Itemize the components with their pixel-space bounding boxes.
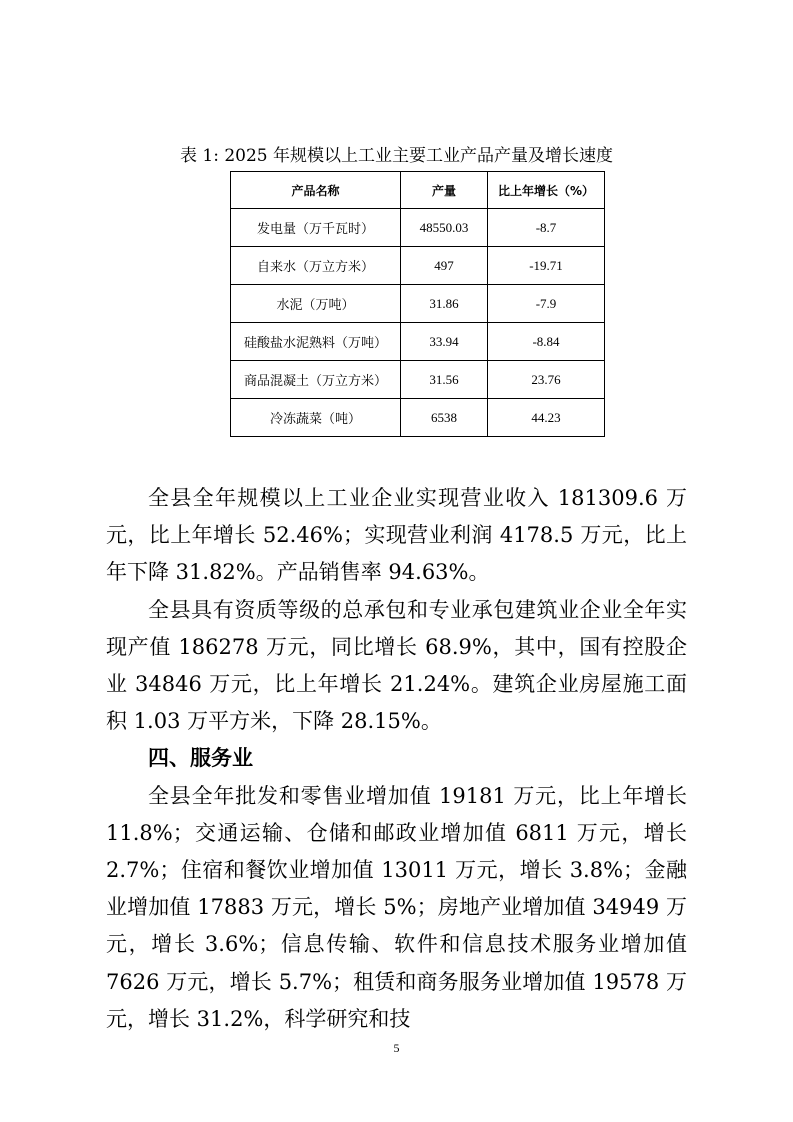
table-row xyxy=(231,361,605,399)
cell-product: 自来水（万立方米） xyxy=(231,247,401,285)
cell-output: 33.94 xyxy=(401,323,488,361)
paragraph-services: 全县全年批发和零售业增加值 19181 万元，比上年增长 11.8%；交通运输、仓储和邮政业增加值 6811 万元，增长 2.7%；住宿和餐饮业增加值 13011 万元，增长 3.8%；金融业增加值 17883 万元，增长 5%；房地产业增加值 34949 万元，增长 3.6%；信息传输、软件和信息技术服务业增加值 7626 万元，增长 5.7%；租赁和商务服务业增加值 19578 万元，增长 31.2%，科学研究和技 xyxy=(106,783,687,1031)
page-number: 5 xyxy=(393,1041,400,1055)
table-row xyxy=(231,247,605,285)
cell-product: 发电量（万千瓦时） xyxy=(231,209,401,247)
table-row xyxy=(231,285,605,323)
table-row xyxy=(231,399,605,437)
paragraph-construction: 全县具有资质等级的总承包和专业承包建筑业企业全年实现产值 186278 万元，同比增长 68.9%，其中，国有控股企业 34846 万元，比上年增长 21.24%。建筑企业房屋施工面积 1.03 万平方米，下降 28.15%。 xyxy=(106,597,687,734)
header-product-name: 产品名称 xyxy=(231,172,401,209)
cell-output: 497 xyxy=(401,247,488,285)
cell-growth: -7.9 xyxy=(488,285,605,323)
table-caption: 表 1: 2025 年规模以上工业主要工业产品产量及增长速度 xyxy=(179,146,614,166)
body-text xyxy=(106,480,687,1038)
header-growth: 比上年增长（%） xyxy=(488,172,605,209)
cell-product: 硅酸盐水泥熟料（万吨） xyxy=(231,323,401,361)
cell-product: 商品混凝土（万立方米） xyxy=(231,361,401,399)
cell-output: 48550.03 xyxy=(401,209,488,247)
section-heading-services: 四、服务业 xyxy=(148,746,253,771)
table-row xyxy=(231,323,605,361)
cell-output: 31.86 xyxy=(401,285,488,323)
paragraph-industry-revenue: 全县全年规模以上工业企业实现营业收入 181309.6 万元，比上年增长 52.46%；实现营业利润 4178.5 万元，比上年下降 31.82%。产品销售率 94.63%。 xyxy=(106,486,687,585)
production-table xyxy=(230,171,605,437)
cell-output: 31.56 xyxy=(401,361,488,399)
table-row xyxy=(231,209,605,247)
table-header-row xyxy=(231,172,605,209)
cell-output: 6538 xyxy=(401,399,488,437)
header-output: 产量 xyxy=(401,172,488,209)
cell-growth: -19.71 xyxy=(488,247,605,285)
cell-product: 冷冻蔬菜（吨） xyxy=(231,399,401,437)
cell-growth: -8.7 xyxy=(488,209,605,247)
cell-growth: 23.76 xyxy=(488,361,605,399)
cell-product: 水泥（万吨） xyxy=(231,285,401,323)
cell-growth: -8.84 xyxy=(488,323,605,361)
cell-growth: 44.23 xyxy=(488,399,605,437)
